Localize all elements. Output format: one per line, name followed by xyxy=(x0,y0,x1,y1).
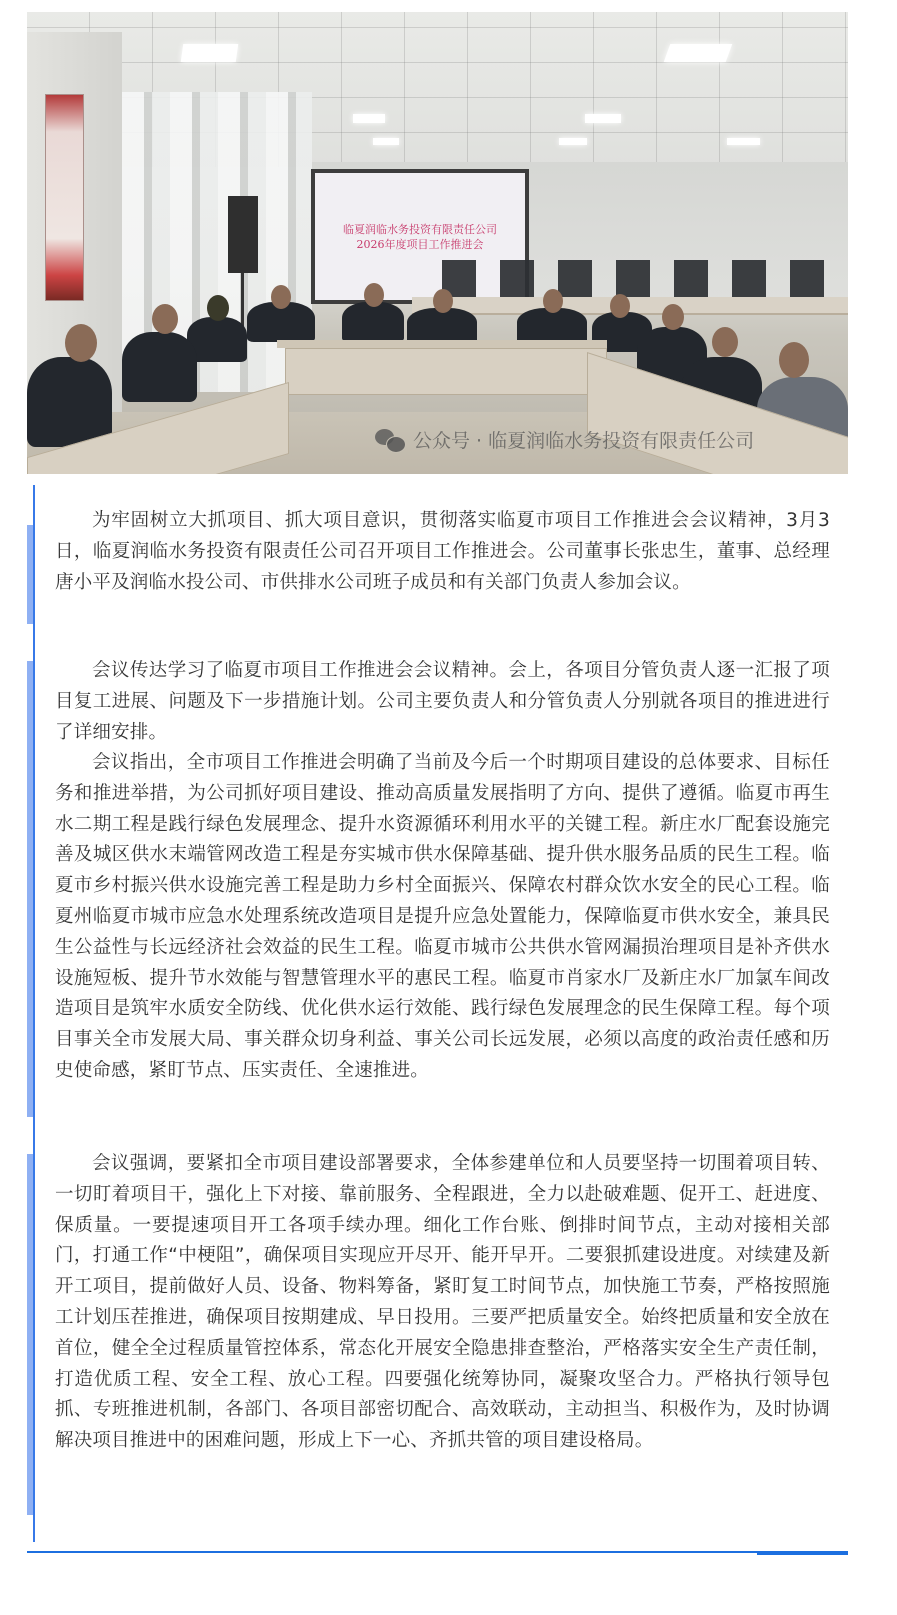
attendee xyxy=(517,308,587,344)
attendee xyxy=(27,357,112,447)
paragraph-text: 为牢固树立大抓项目、抓大项目意识，贯彻落实临夏市项目工作推进会会议精神，3月3日，临夏润临水务投资有限责任公司召开项目工作推进会。公司董事长张忠生，董事、总经理唐小平及润临水投公司、市供排水公司班子成员和有关部门负责人参加会议。 xyxy=(55,510,830,593)
paragraph-text: 会议指出，全市项目工作推进会明确了当前及今后一个时期项目建设的总体要求、目标任务和推进举措，为公司抓好项目建设、推动高质量发展指明了方向、提供了遵循。临夏市再生水二期工程是践行绿色发展理念、提升水资源循环利用水平的关键工程。新庄水厂配套设施完善及城区供水末端管网改造工程是夯实城市供水保障基础、提升供水服务品质的民生工程。临夏市乡村振兴供水设施完善工程是助力乡村全面振兴、保障农村群众饮水安全的民心工程。临夏州临夏市城市应急水处理系统改造项目是提升应急处置能力，保障临夏市供水安全，兼具民生公益性与长远经济社会效益的民生工程。临夏市城市公共供水管网漏损治理项目是补齐供水设施短板、提升节水效能与智慧管理水平的惠民工程。临夏市肖家水厂及新庄水厂加氯车间改造项目是筑牢水质安全防线、优化供水运行效能、践行绿色发展理念的民生保障工程。每个项目事关全市发展大局、事关群众切身利益、事关公司长远发展，必须以高度的政治责任感和历史使命感，紧盯节点、压实责任、全速推进。 xyxy=(55,752,830,1081)
article-paragraph xyxy=(55,656,830,748)
ceiling-light xyxy=(373,138,399,145)
article-paragraph xyxy=(55,1149,830,1457)
ceiling-light xyxy=(727,138,760,145)
attendee-head xyxy=(65,324,97,362)
ceiling-light xyxy=(353,114,385,123)
attendee-head xyxy=(152,304,178,334)
meeting-table xyxy=(285,348,607,395)
article-paragraph xyxy=(55,506,830,598)
meeting-table-top xyxy=(277,340,607,348)
screen-title-line-2: 2026年度项目工作推进会 xyxy=(356,237,484,251)
screen-title-line-1: 临夏润临水务投资有限责任公司 xyxy=(343,222,497,236)
article-paragraph xyxy=(55,748,830,1087)
ceiling-light xyxy=(585,114,621,123)
back-chairs xyxy=(442,260,848,298)
paragraph-accent-bar xyxy=(27,1154,33,1515)
paragraph-text: 会议传达学习了临夏市项目工作推进会会议精神。会上，各项目分管负责人逐一汇报了项目复工进展、问题及下一步措施计划。公司主要负责人和分管负责人分别就各项目的推进进行了详细安排。 xyxy=(55,660,830,743)
attendee-head xyxy=(207,295,229,321)
bottom-divider-accent xyxy=(757,1551,848,1555)
wechat-icon xyxy=(375,429,405,451)
speaker xyxy=(228,196,258,273)
meeting-photo xyxy=(27,12,848,474)
attendee-head xyxy=(662,304,684,330)
attendee xyxy=(342,302,404,342)
attendee-head xyxy=(364,283,384,307)
watermark xyxy=(375,426,754,453)
bottom-divider xyxy=(27,1551,848,1553)
ceiling-light xyxy=(559,138,587,145)
ceiling-light xyxy=(664,44,733,62)
attendee-head xyxy=(433,289,453,313)
paragraph-text: 会议强调，要紧扣全市项目建设部署要求，全体参建单位和人员要坚持一切围着项目转、一切盯着项目干，强化上下对接、靠前服务、全程跟进，全力以赴破难题、促开工、赶进度、保质量。一要提速项目开工各项手续办理。细化工作台账、倒排时间节点，主动对接相关部门，打通工作“中梗阻”，确保项目实现应开尽开、能开早开。二要狠抓建设进度。对续建及新开工项目，提前做好人员、设备、物料筹备，紧盯复工时间节点，加快施工节奏，严格按照施工计划压茬推进，确保项目按期建成、早日投用。三要严把质量安全。始终把质量和安全放在首位，健全全过程质量管控体系，常态化开展安全隐患排查整治，严格落实安全生产责任制，打造优质工程、安全工程、放心工程。四要强化统筹协同，凝聚攻坚合力。严格执行领导包抓、专班推进机制，各部门、各项目部密切配合、高效联动，主动担当、积极作为，及时协调解决项目推进中的困难问题，形成上下一心、齐抓共管的项目建设格局。 xyxy=(55,1153,830,1452)
attendee-head xyxy=(712,327,738,357)
paragraph-accent-bar xyxy=(27,525,33,624)
attendee xyxy=(407,308,477,344)
wall-poster xyxy=(45,94,84,301)
attendee xyxy=(122,332,197,402)
paragraph-accent-bar xyxy=(27,661,33,1117)
article-border-line xyxy=(33,485,35,1542)
ceiling-light xyxy=(181,44,239,62)
attendee-head xyxy=(271,285,291,309)
attendee-head xyxy=(779,342,809,378)
attendee-head xyxy=(610,294,630,318)
watermark-text: 公众号 · 临夏润临水务投资有限责任公司 xyxy=(413,430,755,452)
attendee-head xyxy=(543,289,563,313)
